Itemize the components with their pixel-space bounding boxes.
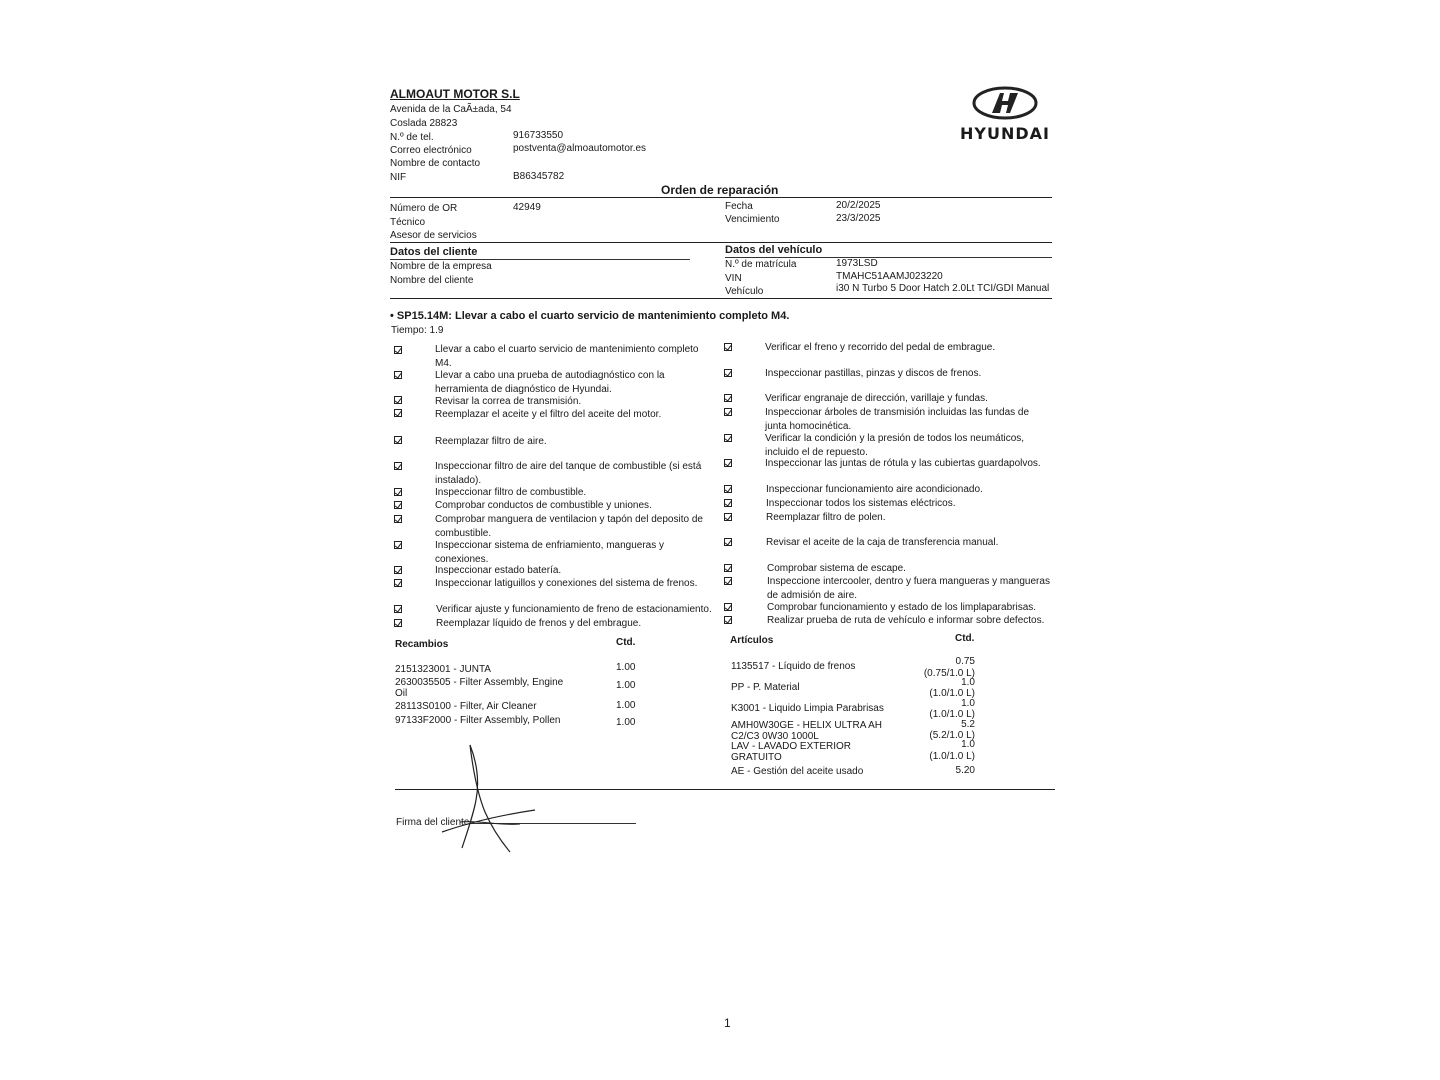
vin-value: TMAHC51AAMJ023220 <box>836 271 943 282</box>
check-icon <box>394 501 402 509</box>
check-icon <box>724 499 732 507</box>
cliente-label: Nombre del cliente <box>390 275 474 286</box>
check-icon <box>394 436 402 444</box>
check-icon <box>394 605 402 613</box>
email-label: Correo electrónico <box>390 145 472 156</box>
articulo-desc-5: LAV - LAVADO EXTERIOR GRATUITO <box>731 741 852 763</box>
recambios-heading: Recambios <box>395 639 449 650</box>
phone-value: 916733550 <box>513 130 564 141</box>
check-icon <box>724 513 732 521</box>
articulo-qty-3: 1.0 <box>961 698 975 709</box>
company-city: Coslada 28823 <box>390 118 458 129</box>
recambio-desc-4: 97133F2000 - Filter Assembly, Pollen <box>395 715 561 726</box>
task-left-1: Llevar a cabo el cuarto servicio de mantenimiento completo M4. <box>435 344 699 369</box>
company-name: ALMOAUT MOTOR S.L <box>390 87 520 101</box>
recambio-desc-1: 2151323001 - JUNTA <box>395 664 491 675</box>
articulo-sub-4: (5.2/1.0 L) <box>929 730 975 741</box>
task-right-4: Inspeccionar árboles de transmisión incluidas las fundas de junta homocinética. <box>765 407 1030 432</box>
recambio-qty-3: 1.00 <box>616 700 636 711</box>
articulo-desc-3: K3001 - Liquido Limpia Parabrisas <box>731 703 884 714</box>
or-label: Número de OR <box>390 203 458 214</box>
recambio-qty-4: 1.00 <box>616 717 636 728</box>
check-icon <box>394 515 402 523</box>
signature-label: Firma del cliente <box>396 817 470 828</box>
recambio-desc-3: 28113S0100 - Filter, Air Cleaner <box>395 701 537 712</box>
task-right-8: Inspeccionar todos los sistemas eléctricos. <box>766 498 956 509</box>
task-right-9: Reemplazar filtro de polen. <box>766 512 886 523</box>
asesor-label: Asesor de servicios <box>390 230 477 241</box>
check-icon <box>394 488 402 496</box>
check-icon <box>724 434 732 442</box>
task-left-14: Reemplazar líquido de frenos y del embrague. <box>436 618 642 629</box>
check-icon <box>724 577 732 585</box>
document-title: Orden de reparación <box>661 183 779 197</box>
check-icon <box>724 408 732 416</box>
task-left-9: Comprobar manguera de ventilacion y tapón del deposito de combustible. <box>435 514 703 539</box>
task-right-6: Inspeccionar las juntas de rótula y las cubiertas guardapolvos. <box>765 458 1041 469</box>
task-left-4: Reemplazar el aceite y el filtro del aceite del motor. <box>435 409 662 420</box>
signature-icon <box>440 740 550 860</box>
articulo-desc-2: PP - P. Material <box>731 682 800 693</box>
task-left-10: Inspeccionar sistema de enfriamiento, mangueras y conexiones. <box>435 540 665 565</box>
check-icon <box>724 603 732 611</box>
articulo-qty-1: 0.75 <box>955 656 975 667</box>
vehicle-heading: Datos del vehículo <box>725 244 823 256</box>
check-icon <box>394 619 402 627</box>
or-value: 42949 <box>513 202 541 213</box>
task-left-7: Inspeccionar filtro de combustible. <box>435 487 587 498</box>
check-icon <box>724 459 732 467</box>
task-right-10: Revisar el aceite de la caja de transferencia manual. <box>766 537 999 548</box>
recambio-desc-2: 2630035505 - Filter Assembly, Engine Oil <box>395 677 564 699</box>
task-right-3: Verificar engranaje de dirección, varillaje y fundas. <box>765 393 988 404</box>
articulos-heading: Artículos <box>730 635 774 646</box>
check-icon <box>724 485 732 493</box>
service-title: • SP15.14M: Llevar a cabo el cuarto servicio de mantenimiento completo M4. <box>390 310 790 322</box>
vin-label: VIN <box>725 273 742 284</box>
service-title-text: SP15.14M: Llevar a cabo el cuarto servicio de mantenimiento completo M4. <box>396 310 790 322</box>
nif-label: NIF <box>390 172 407 183</box>
task-right-14: Realizar prueba de ruta de vehículo e informar sobre defectos. <box>767 615 1045 626</box>
task-right-12: Inspeccione intercooler, dentro y fuera mangueras y mangueras de admisión de aire. <box>767 576 1050 601</box>
check-icon <box>394 566 402 574</box>
articulos-qty-heading: Ctd. <box>955 633 975 644</box>
phone-label: N.º de tel. <box>390 132 434 143</box>
contact-label: Nombre de contacto <box>390 158 481 169</box>
task-left-2: Llevar a cabo una prueba de autodiagnóstico con la herramienta de diagnóstico de Hyundai. <box>435 370 665 395</box>
articulo-desc-4: AMH0W30GE - HELIX ULTRA AH C2/C3 0W30 1000L <box>731 720 882 742</box>
task-left-6: Inspeccionar filtro de aire del tanque de combustible (si está instalado). <box>435 461 702 486</box>
tecnico-label: Técnico <box>390 217 426 228</box>
task-left-13: Verificar ajuste y funcionamiento de freno de estacionamiento. <box>436 604 712 615</box>
task-right-13: Comprobar funcionamiento y estado de los limplaparabrisas. <box>767 602 1037 613</box>
task-right-7: Inspeccionar funcionamiento aire acondicionado. <box>766 484 983 495</box>
vencimiento-value: 23/3/2025 <box>836 213 881 224</box>
recambio-qty-1: 1.00 <box>616 662 636 673</box>
articulo-sub-1: (0.75/1.0 L) <box>923 668 975 679</box>
check-icon <box>394 346 402 354</box>
articulo-sub-2: (1.0/1.0 L) <box>929 688 975 699</box>
empresa-label: Nombre de la empresa <box>390 261 492 272</box>
nif-value: B86345782 <box>513 171 565 182</box>
check-icon <box>394 462 402 470</box>
check-icon <box>394 371 402 379</box>
articulo-qty-5: 1.0 <box>961 739 975 750</box>
task-left-11: Inspeccionar estado batería. <box>435 565 562 576</box>
task-right-5: Verificar la condición y la presión de todos los neumáticos, incluido el de repuesto. <box>765 433 1025 458</box>
articulo-qty-4: 5.2 <box>961 719 975 730</box>
articulo-sub-3: (1.0/1.0 L) <box>929 709 975 720</box>
articulo-qty-2: 1.0 <box>961 677 975 688</box>
check-icon <box>724 394 732 402</box>
hyundai-logo-icon <box>972 86 1038 120</box>
matricula-label: N.º de matrícula <box>725 259 797 270</box>
articulo-desc-1: 1135517 - Líquido de frenos <box>731 661 856 672</box>
vencimiento-label: Vencimiento <box>725 214 780 225</box>
articulo-qty-6: 5.20 <box>955 765 975 776</box>
check-icon <box>724 343 732 351</box>
check-icon <box>394 579 402 587</box>
check-icon <box>394 409 402 417</box>
recambios-qty-heading: Ctd. <box>616 637 636 648</box>
company-address: Avenida de la CaÃ±ada, 54 <box>390 104 512 115</box>
page-number: 1 <box>724 1016 731 1030</box>
matricula-value: 1973LSD <box>836 258 878 269</box>
task-left-3: Revisar la correa de transmisión. <box>435 396 582 407</box>
task-left-8: Comprobar conductos de combustible y uniones. <box>435 500 652 511</box>
check-icon <box>724 616 732 624</box>
task-left-12: Inspeccionar latiguillos y conexiones del sistema de frenos. <box>435 578 698 589</box>
vehiculo-label: Vehículo <box>725 286 764 297</box>
check-icon <box>724 564 732 572</box>
task-right-2: Inspeccionar pastillas, pinzas y discos de frenos. <box>765 368 982 379</box>
fecha-label: Fecha <box>725 201 753 212</box>
articulo-sub-5: (1.0/1.0 L) <box>929 751 975 762</box>
vehiculo-value: i30 N Turbo 5 Door Hatch 2.0Lt TCI/GDI Manual <box>836 283 1050 294</box>
client-heading: Datos del cliente <box>390 246 478 258</box>
articulo-desc-6: AE - Gestión del aceite usado <box>731 766 864 777</box>
task-right-11: Comprobar sistema de escape. <box>767 563 906 574</box>
brand-name: HYUNDAI <box>960 124 1050 143</box>
check-icon <box>394 541 402 549</box>
check-icon <box>394 396 402 404</box>
service-time: Tiempo: 1.9 <box>391 325 444 336</box>
check-icon <box>724 369 732 377</box>
email-value: postventa@almoautomotor.es <box>513 143 647 154</box>
task-right-1: Verificar el freno y recorrido del pedal de embrague. <box>765 342 996 353</box>
check-icon <box>724 538 732 546</box>
fecha-value: 20/2/2025 <box>836 200 881 211</box>
task-left-5: Reemplazar filtro de aire. <box>435 436 547 447</box>
recambio-qty-2: 1.00 <box>616 680 636 691</box>
